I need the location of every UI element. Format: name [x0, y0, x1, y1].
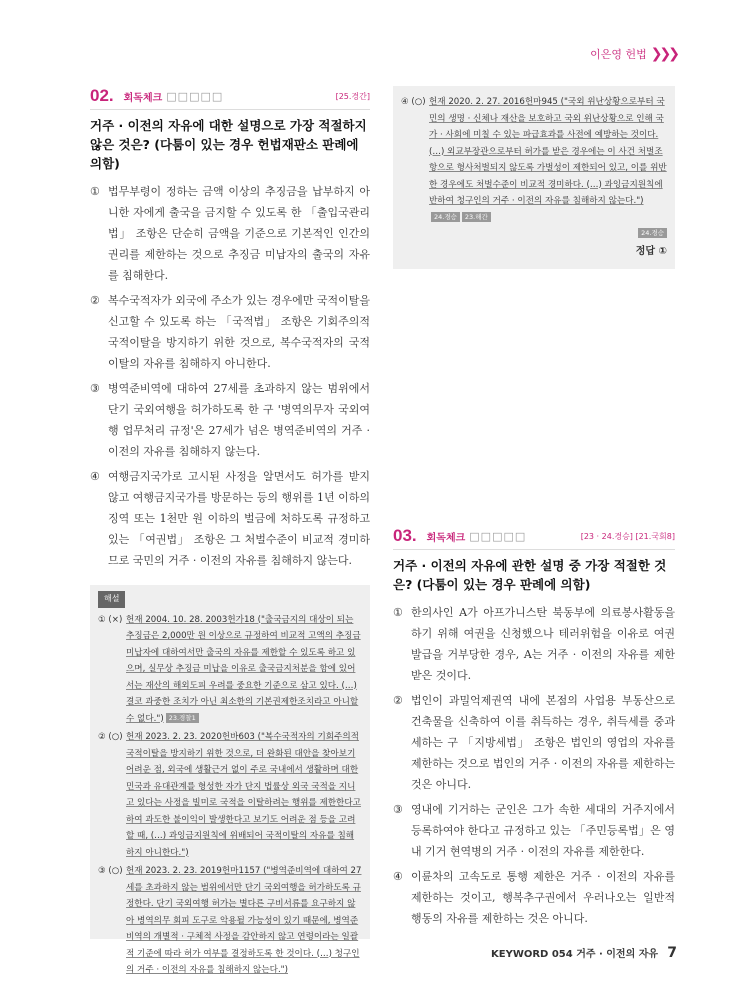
answer: 정답 ① [635, 246, 667, 257]
explanation-box-left [90, 585, 370, 975]
question-2-header [90, 86, 370, 110]
brand-text: 이은영 헌법 [590, 48, 647, 61]
review-check-label: 회독체크 [123, 92, 163, 104]
source-badge: 23.해간 [462, 212, 491, 222]
footer-keyword: KEYWORD 054 거주 · 이전의 자유 [491, 949, 659, 960]
option-2: ② 법인이 과밀억제권역 내에 본점의 사업용 부동산으로 건축물을 신축하여 이를 취득하는 경우, 취득세를 중과세하는 구 「지방세법」 조항은 법인의 영업의 자유를 제한하는 것으로 법인의 거주 · 이전의 자유를 제한하는 것은 아니다. [393, 694, 675, 791]
review-check-label: 회독체크 [426, 532, 466, 544]
question-2-title: 거주 · 이전의 자유에 대한 설명으로 가장 적절하지 않은 것은? (다툼이 있는 경우 헌법재판소 판례에 의함) [90, 118, 367, 171]
option-1: ① 한의사인 A가 아프가니스탄 북동부에 의료봉사활동을 하기 위해 여권을 신청했으나 테러위험을 이유로 여권 발급을 거부당한 경우, A는 거주 · 이전의 자유를 제한받은 것이다. [393, 606, 675, 682]
option-4: ④ 여행금지국가로 고시된 사정을 알면서도 허가를 받지 않고 여행금지국가를 방문하는 등의 행위를 1년 이하의 징역 또는 1천만 원 이하의 벌금에 처하도록 규정하고 있는 「여권법」 조항은 그 처벌수준이 비교적 경미하므로 국민의 거주 · 이전의 자유를 침해하지 않는다. [90, 470, 370, 567]
page-footer [491, 945, 677, 961]
option-4: ④ 이륜차의 고속도로 통행 제한은 거주 · 이전의 자유를 제한하는 것이고, 행복추구권에서 우러나오는 일반적 행동의 자유를 제한하는 것은 아니다. [393, 870, 675, 925]
explanation-3-source-row [401, 228, 667, 238]
review-checkboxes[interactable]: □□□□□ [469, 529, 527, 543]
option-2: ② 복수국적자가 외국에 주소가 있는 경우에만 국적이탈을 신고할 수 있도록 하는 「국적법」 조항은 기회주의적 국적이탈을 방지하기 위한 것으로, 복수국적자의 국적이탈의 자유를 침해하지 아니한다. [90, 294, 370, 370]
explanation-box-right [393, 86, 675, 269]
question-3-options [393, 602, 675, 929]
source-badge: 23.경찰1 [166, 713, 199, 723]
question-2-options [90, 181, 370, 571]
explanation-item-4: ④ (○) 헌재 2020. 2. 27. 2016헌마945 ("국외 위난상황으로부터 국민의 생명 · 신체나 재산을 보호하고 국외 위난상황으로 인해 국가 · 사회에 미칠 수 있는 파급효과를 사전에 예방하는 것이다. (…) 외교부장관으로부터 허가를 받은 경우에는 이 사건 처벌조항으로 형사처벌되지 않도록 가벌성이 제한되어 있고, 이를 위반한 경우에도 처벌수준이 비교적 경미하다. (…) 과잉금지원칙에 반하여 청구인의 거주 · 이전의 자유를 침해하지 않는다.")24.경승 23.해간 [401, 97, 667, 221]
question-3-header [393, 526, 675, 550]
explanation-3-text-part1: 헌재 2023. 2. 23. 2019헌마1157 ("병역준비역에 대하여 27세를 초과하지 않는 범위에서만 단기 국외여행을 허가하도록 규정한다. 단기 국외여행 허가는 별다른 구비서류를 요구하지 않아 병역의무 회피 도구로 악용될 가능성이 있기 때문에, 병역준비역의 개별적 · 구체적 사정을 감안하지 않고 연령이라는 일괄적 기준에 따라 허가 여부를 결정하도록 한 것이다. (…) 청구인의 거주 · 이전의 자유를 침해하지 않는다.") [126, 866, 362, 975]
option-3: ③ 병역준비역에 대하여 27세를 초과하지 않는 범위에서 단기 국외여행을 허가하도록 한 구 '병역의무자 국외여행 업무처리 규정'은 27세가 넘은 병역준비역의 거주 · 이전의 자유를 침해하지 않는다. [90, 382, 370, 458]
question-source: [25.경간] [335, 91, 370, 101]
book-brand [590, 46, 677, 62]
question-3 [393, 526, 675, 933]
page-number: 7 [667, 945, 677, 961]
left-column [90, 86, 370, 975]
option-1: ① 법무부령이 정하는 금액 이상의 추징금을 납부하지 아니한 자에게 출국을 금지할 수 있도록 한 「출입국관리법」 조항은 단순히 금액을 기준으로 기본적인 인간의 권리를 제한하는 것으로 추징금 미납자의 출국의 자유를 침해한다. [90, 185, 370, 282]
explanation-item-3: ③ (○) 헌재 2023. 2. 23. 2019헌마1157 ("병역준비역에 대하여 27세를 초과하지 않는 범위에서만 단기 국외여행을 허가하도록 규정한다. 단기 국외여행 허가는 별다른 구비서류를 요구하지 않아 병역의무 회피 도구로 악용될 가능성이 있기 때문에, 병역준비역의 개별적 · 구체적 사정을 감안하지 않고 연령이라는 일괄적 기준에 따라 허가 여부를 결정하도록 한 것이다. (…) 청구인의 거주 · 이전의 자유를 침해하지 않는다.") [98, 863, 362, 929]
right-column [393, 86, 675, 925]
question-number: 02. [90, 86, 114, 105]
question-number: 03. [393, 526, 417, 545]
source-badge: 24.경승 [638, 228, 667, 238]
source-badge: 24.경승 [431, 212, 460, 222]
chevron-right-icon: ❯❯❯ [650, 46, 677, 62]
explanation-item-2: ② (○) 헌재 2023. 2. 23. 2020헌바603 ("복수국적자의 기회주의적 국적이탈을 방지하기 위한 것으로, 더 완화된 대안을 찾아보기 어려운 점, 외국에 생활근거 없이 주로 국내에서 생활하며 대한민국과 유대관계를 형성한 자가 단지 법률상 외국 국적을 지니고 있다는 사정을 빌미로 국적을 이탈하려는 행위를 제한한다고 하여 과도한 불이익이 발생한다고 보기도 어려운 점 등을 고려할 때, (…) 과잉금지원칙에 위배되어 국적이탈의 자유를 침해하지 아니한다.") [98, 732, 361, 858]
question-3-title: 거주 · 이전의 자유에 관한 설명 중 가장 적절한 것은? (다툼이 있는 경우 판례에 의함) [393, 558, 667, 592]
question-source: [23 · 24.경승] [21.국회8] [580, 531, 675, 541]
review-checkboxes[interactable]: □□□□□ [166, 89, 224, 103]
explanation-tag: 해설 [98, 591, 125, 608]
option-3: ③ 영내에 기거하는 군인은 그가 속한 세대의 거주지에서 등록하여야 한다고 규정하고 있는 「주민등록법」은 영내 기거 현역병의 거주 · 이전의 자유를 제한한다. [393, 803, 675, 858]
explanation-item-1: ① (×) 헌재 2004. 10. 28. 2003헌가18 ("출국금지의 대상이 되는 추징금은 2,000만 원 이상으로 규정하여 비교적 고액의 추징금 미납자에 대하여서만 출국의 자유를 제한할 수 있도록 하고 있으며, 실무상 추징금 미납을 이유로 출국금지처분을 함에 있어서는 재산의 해외도피 우려를 중요한 기준으로 삼고 있다. (…) 결코 과중한 조치가 아닌 최소한의 기본권제한조치라고 아니할 수 없다.") 23.경찰1 [98, 614, 361, 724]
